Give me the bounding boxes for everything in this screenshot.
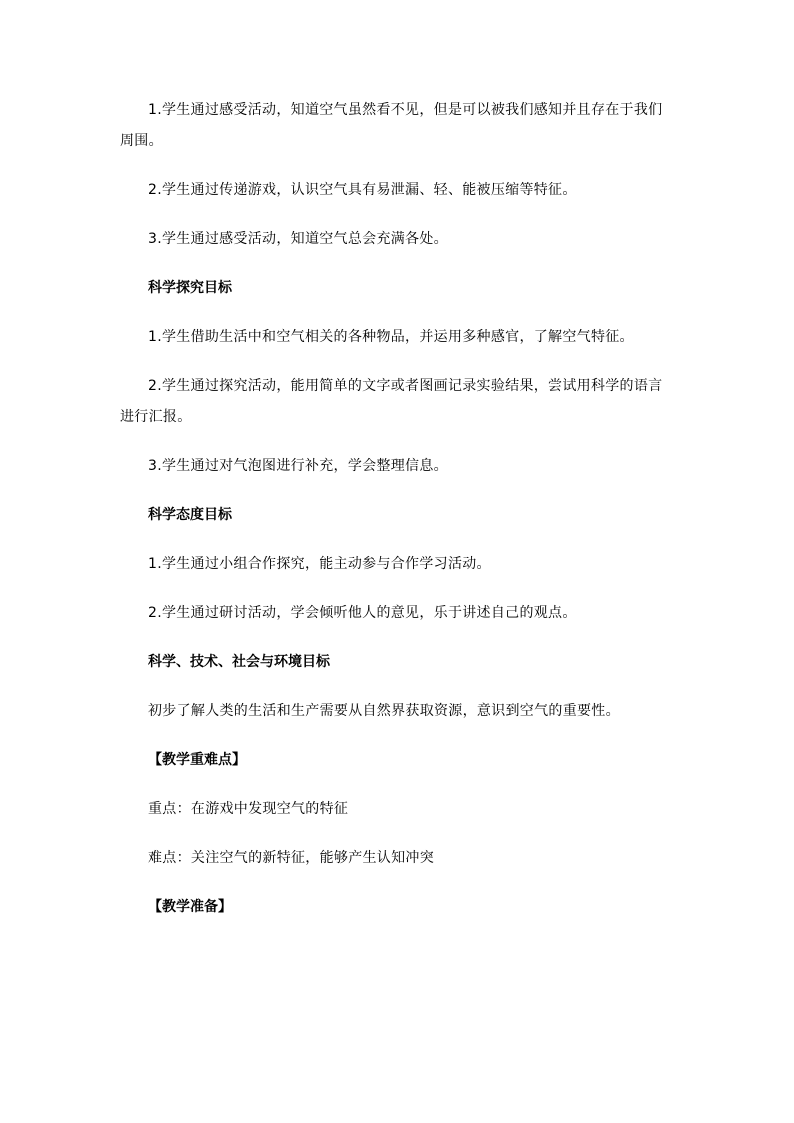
paragraph-inquiry-1: 1.学生借助生活中和空气相关的各种物品，并运用多种感官，了解空气特征。	[148, 329, 634, 345]
paragraph-knowledge-2: 2.学生通过传递游戏，认识空气具有易泄漏、轻、能被压缩等特征。	[148, 182, 577, 198]
paragraph-key-point: 重点：在游戏中发现空气的特征	[148, 801, 349, 817]
heading-key-difficult-points: 【教学重难点】	[148, 752, 246, 768]
paragraph-difficult-point: 难点：关注空气的新特征，能够产生认知冲突	[148, 850, 434, 866]
paragraph-sts-1: 初步了解人类的生活和生产需要从自然界获取资源，意识到空气的重要性。	[148, 703, 620, 719]
heading-teaching-preparation: 【教学准备】	[148, 899, 232, 915]
heading-sts-goals: 科学、技术、社会与环境目标	[148, 654, 330, 670]
heading-inquiry-goals: 科学探究目标	[148, 280, 232, 296]
paragraph-inquiry-2: 2.学生通过探究活动，能用简单的文字或者图画记录实验结果，尝试用科学的语言进行汇报。	[120, 378, 663, 425]
paragraph-knowledge-1: 1.学生通过感受活动，知道空气虽然看不见，但是可以被我们感知并且存在于我们周围。	[120, 102, 663, 149]
document-body	[120, 95, 666, 941]
heading-attitude-goals: 科学态度目标	[148, 507, 232, 523]
paragraph-knowledge-3: 3.学生通过感受活动，知道空气总会充满各处。	[148, 231, 448, 247]
paragraph-inquiry-3: 3.学生通过对气泡图进行补充，学会整理信息。	[148, 458, 448, 474]
paragraph-attitude-2: 2.学生通过研讨活动，学会倾听他人的意见，乐于讲述自己的观点。	[148, 605, 577, 621]
paragraph-attitude-1: 1.学生通过小组合作探究，能主动参与合作学习活动。	[148, 556, 491, 572]
